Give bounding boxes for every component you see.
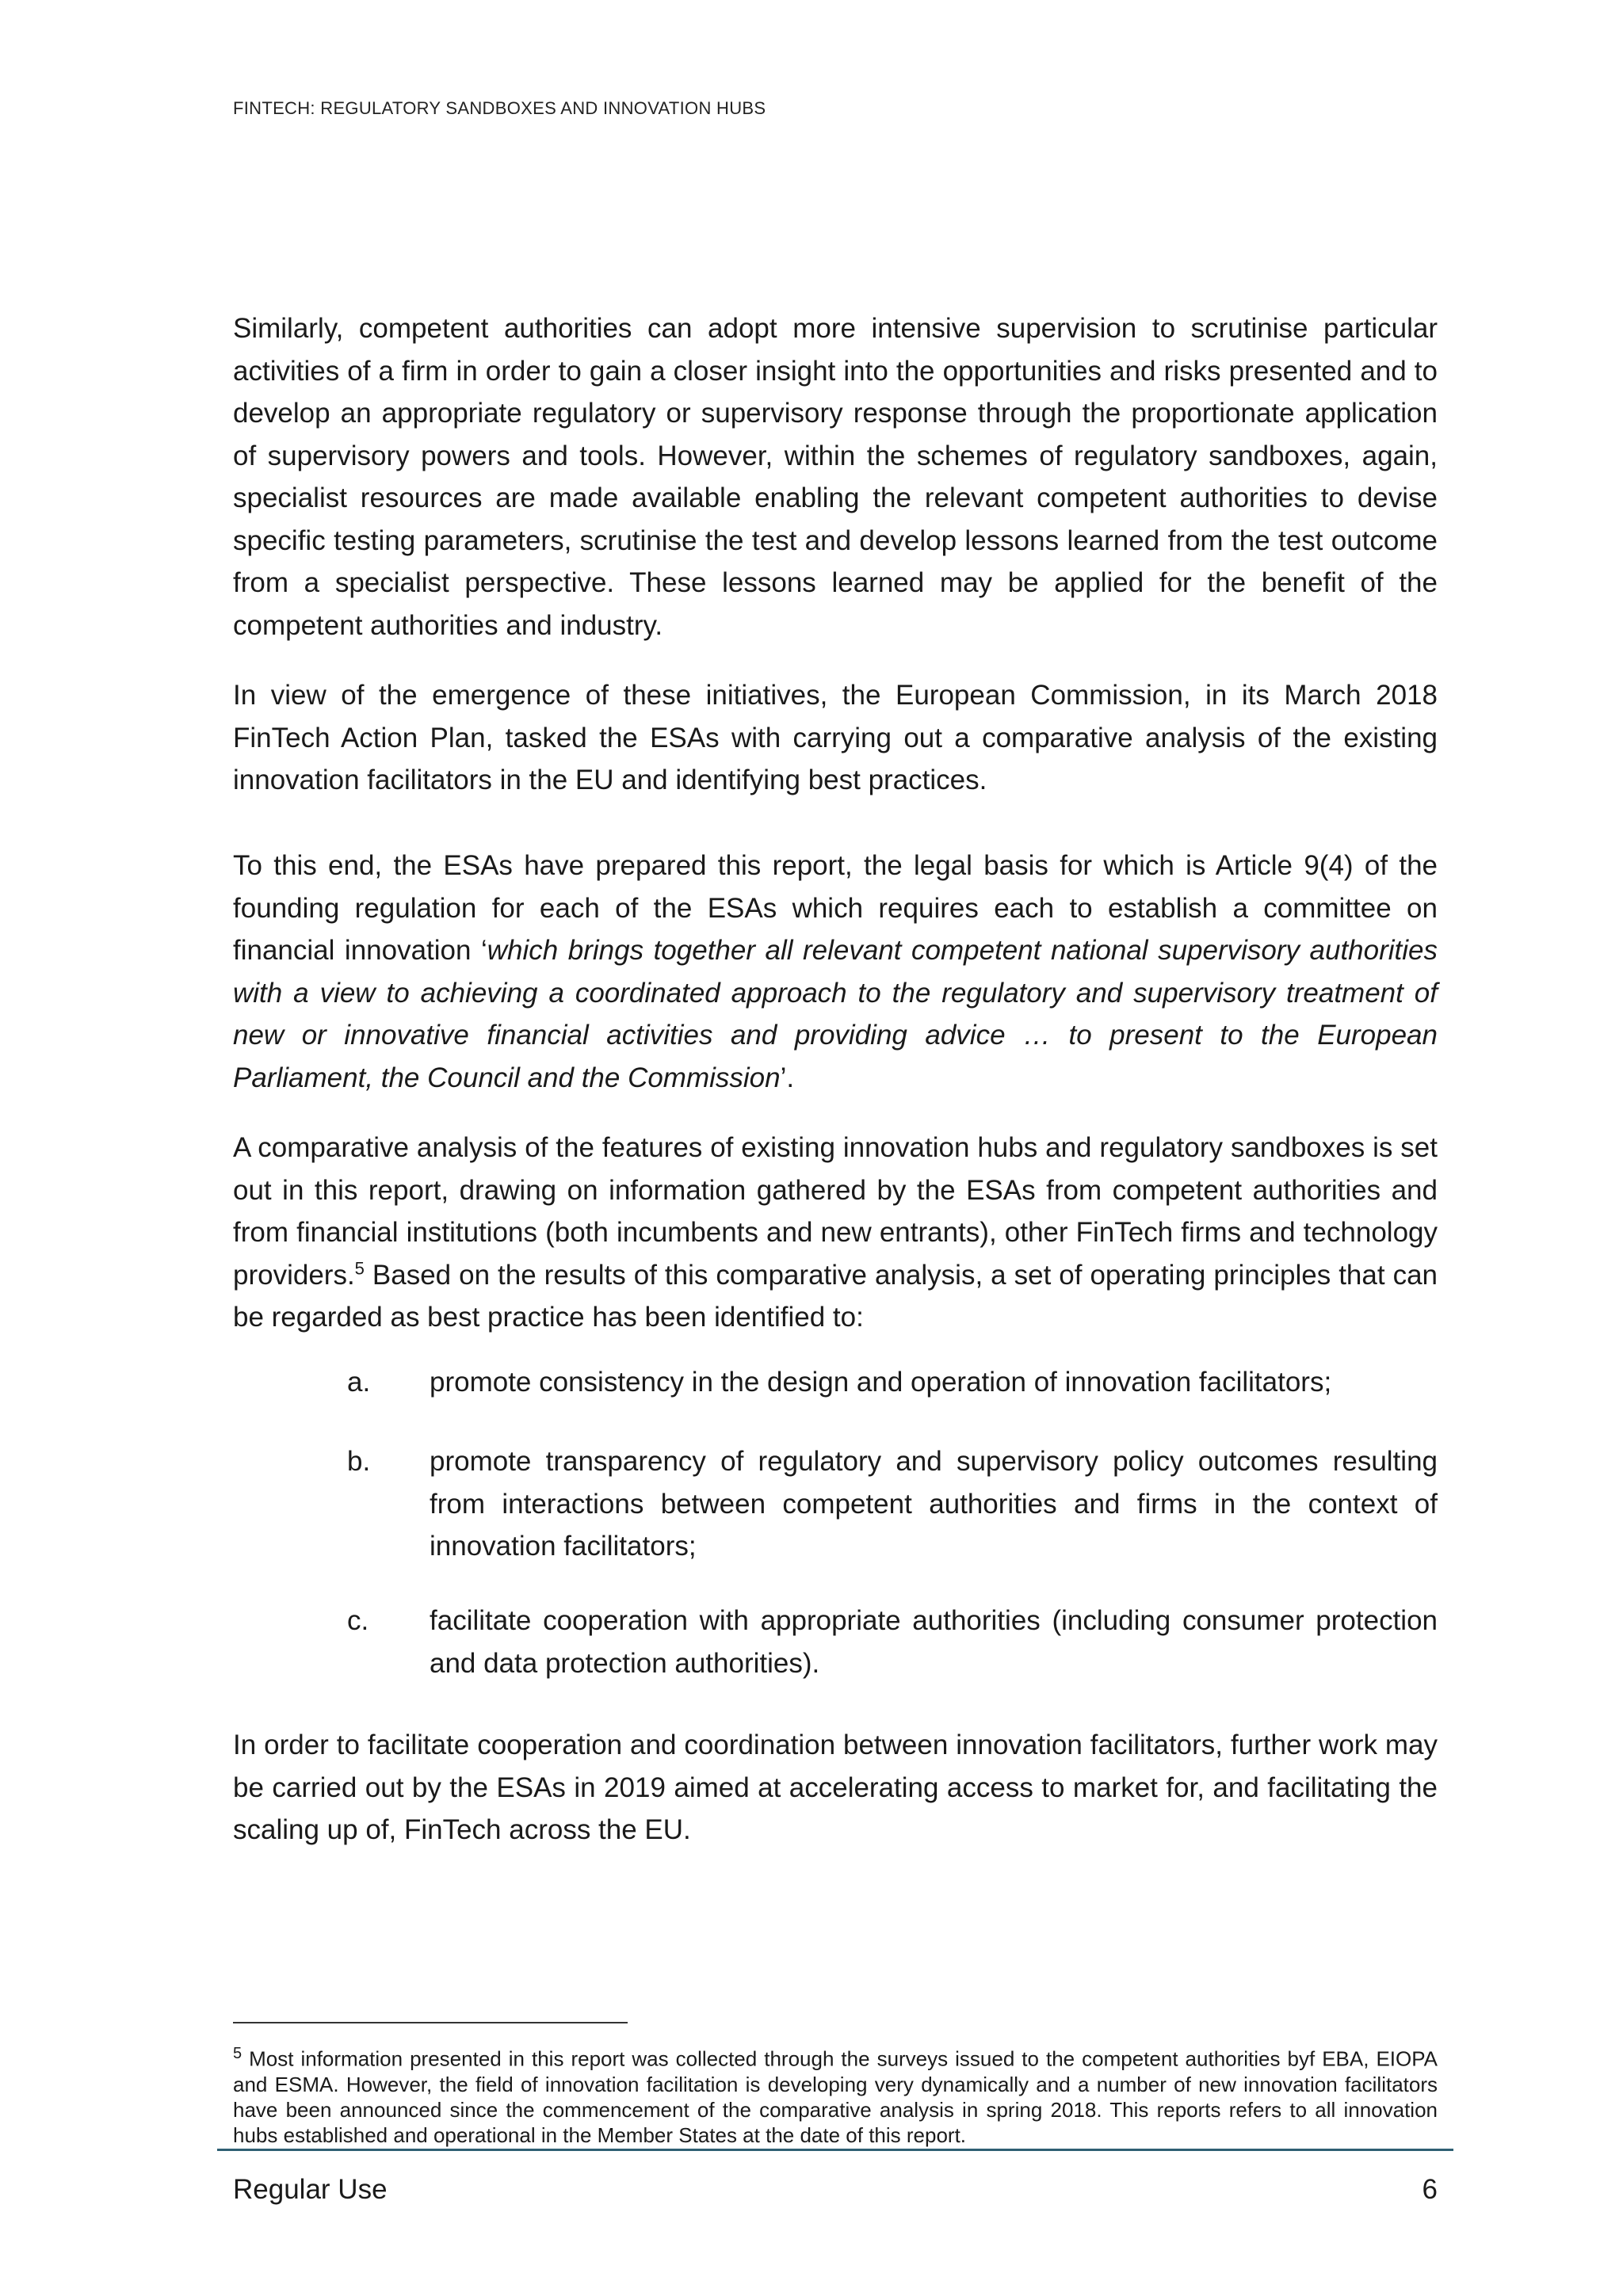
footnote-number: 5 [233,2045,242,2062]
paragraph-further-work [233,1724,1438,1852]
paragraph-text: In view of the emergence of these initiatives, the European Commission, in its March 2018 FinTech Action Plan, tasked the ESAs with carrying out a comparative analysis of the existing innovation facilitators in the EU and identifying best practices. [233,680,1438,795]
paragraph-text [233,1127,1438,1339]
footnote-text: Most information presented in this report was collected through the surveys issued to the competent authorities byf EBA, EIOPA and ESMA. However, the field of innovation facilitation is developing very dynamically and a number of new innovation facilitators have been announced since the commencement of the comparative analysis in spring 2018. This reports refers to all innovation hubs established and operational in the Member States at the date of this report. [233,2046,1438,2147]
list-item-text: facilitate cooperation with appropriate authorities (including consumer protection and data protection authorities). [430,1605,1438,1679]
list-item [347,1361,1438,1404]
paragraph-legal-basis [233,845,1438,1099]
quoted-regulation-text: which brings together all relevant competent national supervisory authorities with a view to achieving a coordinated approach to the regulatory and supervisory treatment of new or innovative financial activities and providing advice … to present to the European Parliament, the Council and the Commission [233,935,1438,1093]
paragraph-text: Similarly, competent authorities can adopt more intensive supervision to scrutinise particular activities of a firm in order to gain a closer insight into the opportunities and risks presented and to develop an appropriate regulatory or supervisory response through the proportionate application of supervisory powers and tools. However, within the schemes of regulatory sandboxes, again, specialist resources are made available enabling the relevant competent authorities to devise specific testing parameters, scrutinise the test and develop lessons learned from the test outcome from a specialist perspective. These lessons learned may be applied for the benefit of the competent authorities and industry. [233,313,1438,641]
list-item-text: promote transparency of regulatory and supervisory policy outcomes resulting from interactions between competent authorities and firms in the context of innovation facilitators; [430,1446,1438,1562]
paragraph-text-start: To this end, the ESAs have prepared this report, the legal basis for which is Article 9(4) of the founding regulation for each of the ESAs which requires each to establish a committee on financial innovation ‘ [233,850,1438,966]
footer-divider [217,2149,1453,2151]
running-header: FINTECH: REGULATORY SANDBOXES AND INNOVATION HUBS [233,98,766,118]
paragraph-comparative-analysis [233,1127,1438,1339]
paragraph-text-start: A comparative analysis of the features of existing innovation hubs and regulatory sandboxes is set out in this report, drawing on information gathered by the ESAs from competent authorities and from financial institutions (both incumbents and new entrants), other FinTech firms and technology providers. [233,1132,1438,1291]
list-marker: a. [347,1367,371,1398]
paragraph-text: In order to facilitate cooperation and coordination between innovation facilitators, further work may be carried out by the ESAs in 2019 aimed at accelerating access to market for, and facilitating the scaling up of, FinTech across the EU. [233,1730,1438,1845]
footer-classification: Regular Use [233,2174,388,2205]
paragraph-text-end: Based on the results of this comparative analysis, a set of operating principles that can be regarded as best practice has been identified to: [233,1259,1438,1333]
list-item [347,1600,1438,1684]
paragraph-action-plan [233,674,1438,802]
page-number: 6 [1422,2174,1438,2205]
paragraph-text [233,845,1438,1099]
list-marker: c. [347,1605,369,1636]
paragraph-text-end: ’. [780,1062,795,1093]
footnote-separator [233,2022,628,2023]
footnote [233,2041,1438,2148]
list-item-text: promote consistency in the design and operation of innovation facilitators; [430,1367,1332,1398]
footnote-reference[interactable]: 5 [354,1257,365,1278]
list-marker: b. [347,1446,371,1477]
paragraph-supervision [233,307,1438,646]
list-item [347,1440,1438,1568]
